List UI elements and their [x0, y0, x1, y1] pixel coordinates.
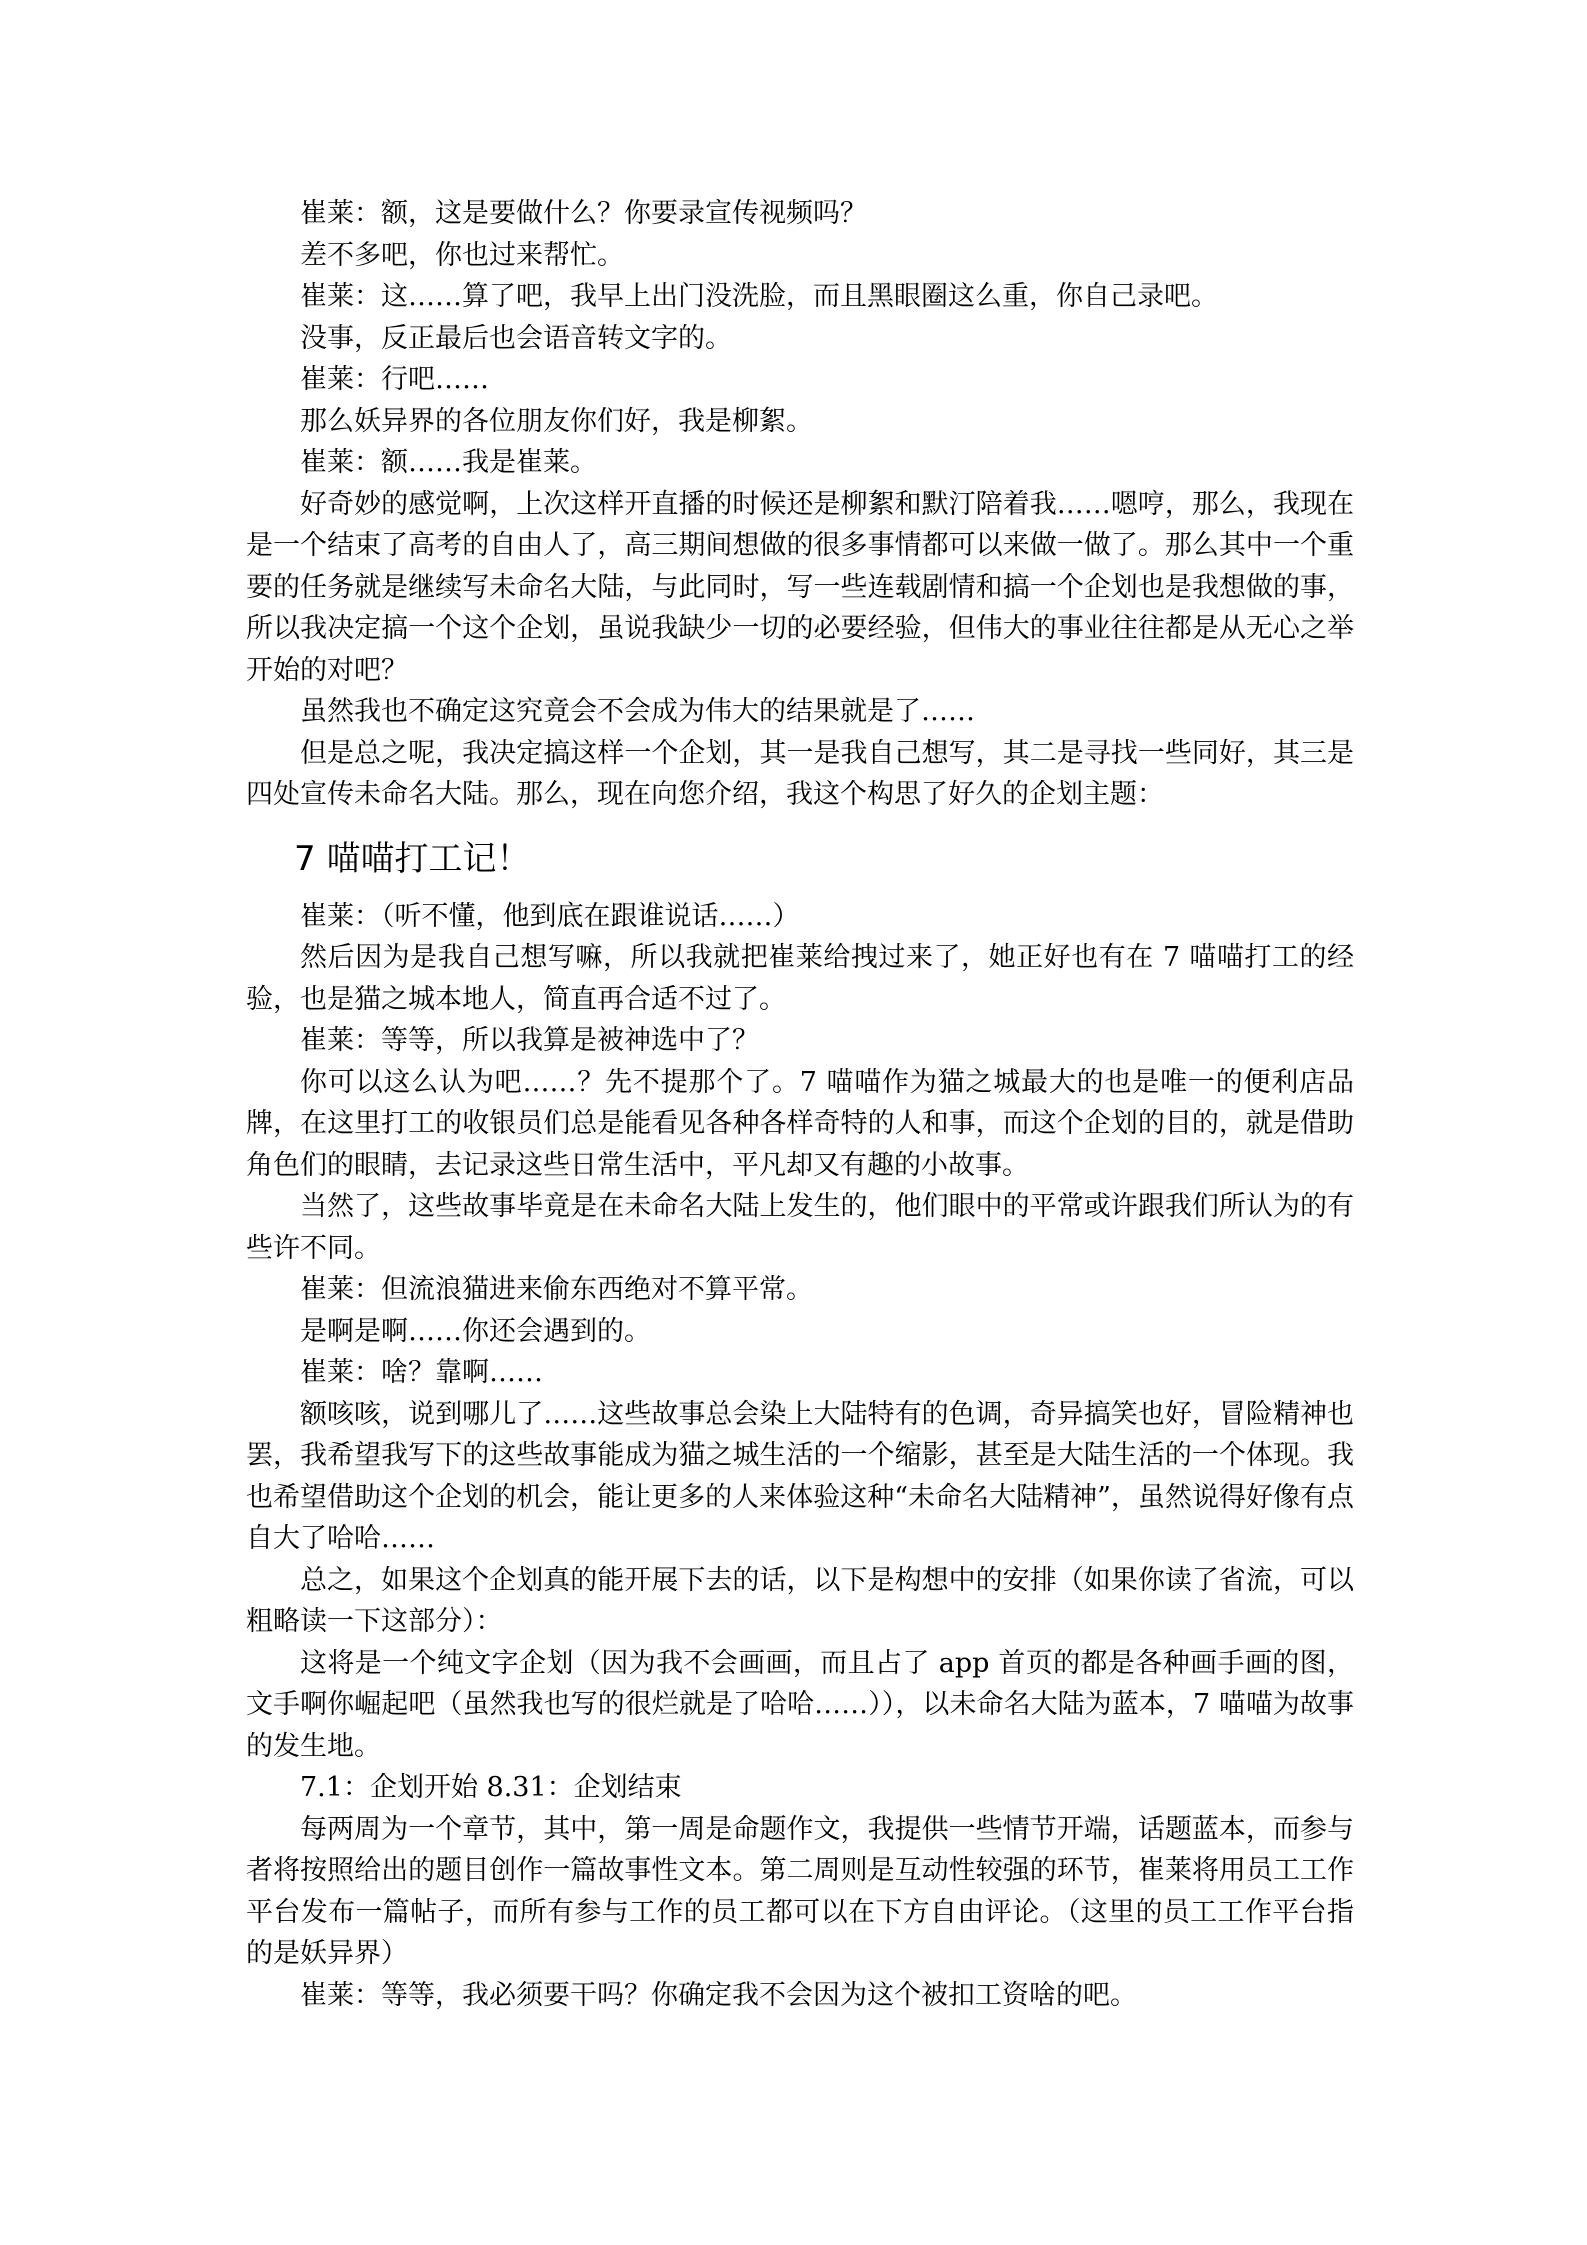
paragraph: 这将是一个纯文字企划（因为我不会画画，而且占了 app 首页的都是各种画手画的图，文手啊你崛起吧（虽然我也写的很烂就是了哈哈……）），以未命名大陆为蓝本，7 喵喵为故事的发生地。	[246, 1647, 1354, 1762]
document-body	[246, 193, 1354, 2016]
paragraph: 崔莱：额……我是崔莱。	[300, 447, 597, 478]
paragraph: 崔莱：等等，所以我算是被神选中了？	[300, 1025, 759, 1056]
paragraph: 7.1：企划开始 8.31：企划结束	[300, 1772, 682, 1803]
paragraph: 总之，如果这个企划真的能开展下去的话，以下是构想中的安排（如果你读了省流，可以粗略读一下这部分）：	[246, 1564, 1354, 1637]
paragraph: 崔莱：等等，我必须要干吗？你确定我不会因为这个被扣工资啥的吧。	[300, 1979, 1137, 2011]
paragraph: 崔莱：啥？靠啊……	[300, 1357, 543, 1388]
paragraph: 好奇妙的感觉啊，上次这样开直播的时候还是柳絮和默汀陪着我……嗯哼，那么，我现在是一个结束了高考的自由人了，高三期间想做的很多事情都可以来做一做了。那么其中一个重要的任务就是继续写未命名大陆，与此同时，写一些连载剧情和搞一个企划也是我想做的事，所以我决定搞一个这个企划，虽说我缺少一切的必要经验，但伟大的事业往往都是从无心之举开始的对吧？	[246, 488, 1354, 686]
paragraph: 额咳咳，说到哪儿了……这些故事总会染上大陆特有的色调，奇异搞笑也好，冒险精神也罢，我希望我写下的这些故事能成为猫之城生活的一个缩影，甚至是大陆生活的一个体现。我也希望借助这个企划的机会，能让更多的人来体验这种“未命名大陆精神”，虽然说得好像有点自大了哈哈……	[246, 1398, 1354, 1554]
paragraph: 崔莱：但流浪猫进来偷东西绝对不算平常。	[300, 1274, 813, 1305]
paragraph: 然后因为是我自己想写嘛，所以我就把崔莱给拽过来了，她正好也有在 7 喵喵打工的经验，也是猫之城本地人，简直再合适不过了。	[246, 942, 1354, 1015]
section-heading: 7 喵喵打工记！	[294, 838, 531, 879]
paragraph: 崔莱：这……算了吧，我早上出门没洗脸，而且黑眼圈这么重，你自己录吧。	[300, 281, 1218, 312]
paragraph: 但是总之呢，我决定搞这样一个企划，其一是我自己想写，其二是寻找一些同好，其三是四处宣传未命名大陆。那么，现在向您介绍，我这个构思了好久的企划主题：	[246, 737, 1354, 810]
paragraph: 崔莱：额，这是要做什么？你要录宣传视频吗？	[300, 198, 867, 229]
paragraph: 你可以这么认为吧……？先不提那个了。7 喵喵作为猫之城最大的也是唯一的便利店品牌，在这里打工的收银员们总是能看见各种各样奇特的人和事，而这个企划的目的，就是借助角色们的眼睛，去记录这些日常生活中，平凡却又有趣的小故事。	[246, 1066, 1354, 1181]
paragraph: 每两周为一个章节，其中，第一周是命题作文，我提供一些情节开端，话题蓝本，而参与者将按照给出的题目创作一篇故事性文本。第二周则是互动性较强的环节，崔莱将用员工工作平台发布一篇帖子，而所有参与工作的员工都可以在下方自由评论。（这里的员工工作平台指的是妖异界）	[246, 1813, 1354, 1969]
paragraph: 是啊是啊……你还会遇到的。	[300, 1315, 651, 1347]
paragraph: 那么妖异界的各位朋友你们好，我是柳絮。	[300, 405, 813, 437]
paragraph: 没事，反正最后也会语音转文字的。	[300, 322, 732, 354]
paragraph: 崔莱：行吧……	[300, 364, 489, 395]
paragraph: 当然了，这些故事毕竟是在未命名大陆上发生的，他们眼中的平常或许跟我们所认为的有些许不同。	[246, 1191, 1354, 1264]
paragraph: 虽然我也不确定这究竟会不会成为伟大的结果就是了……	[300, 696, 975, 727]
paragraph: 差不多吧，你也过来帮忙。	[300, 239, 624, 271]
paragraph: 崔莱：（听不懂，他到底在跟谁说话……）	[300, 900, 800, 932]
